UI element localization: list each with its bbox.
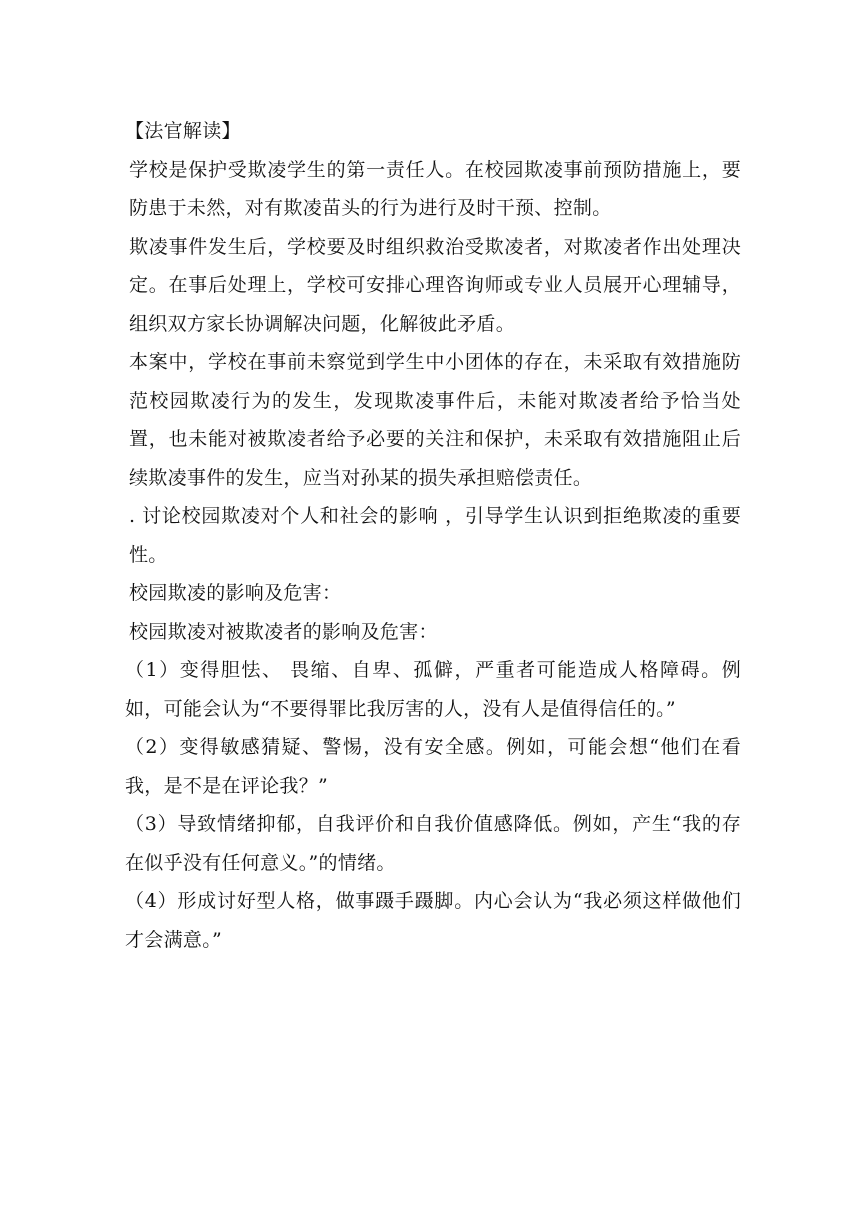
- paragraph-impact-title: 校园欺凌的影响及危害：: [129, 582, 342, 604]
- document-body: [125, 112, 741, 959]
- paragraph-case-analysis: 本案中，学校在事前未察觉到学生中小团体的存在，未采取有效措施防范校园欺凌行为的发生，发现欺凌事件后，未能对欺凌者给予恰当处置，也未能对被欺凌者给予必要的关注和保护，未采取有效措施阻止后续欺凌事件的发生，应当对孙某的损失承担赔偿责任。: [129, 351, 741, 489]
- list-item-2: （2）变得敏感猜疑、警惕，没有安全感。例如，可能会想“他们在看我，是不是在评论我？”: [125, 736, 741, 797]
- list-item-1: （1）变得胆怯、 畏缩、自卑、孤僻，严重者可能造成人格障碍。例如，可能会认为“不要得罪比我厉害的人，没有人是值得信任的。”: [125, 659, 741, 720]
- paragraph-responsibility: 学校是保护受欺凌学生的第一责任人。在校园欺凌事前预防措施上，要防患于未然，对有欺凌苗头的行为进行及时干预、控制。: [129, 158, 741, 219]
- section-heading: 【法官解读】: [125, 120, 241, 142]
- paragraph-discussion: . 讨论校园欺凌对个人和社会的影响 ，引导学生认识到拒绝欺凌的重要性。: [129, 505, 741, 566]
- paragraph-after-incident: 欺凌事件发生后，学校要及时组织救治受欺凌者，对欺凌者作出处理决定。在事后处理上，学校可安排心理咨询师或专业人员展开心理辅导，组织双方家长协调解决问题，化解彼此矛盾。: [129, 235, 741, 335]
- list-item-4: （4）形成讨好型人格，做事蹑手蹑脚。内心会认为“我必须这样做他们才会满意。”: [125, 890, 741, 951]
- paragraph-victim-impact-title: 校园欺凌对被欺凌者的影响及危害：: [129, 620, 438, 643]
- list-item-3: （3）导致情绪抑郁，自我评价和自我价值感降低。例如，产生“我的存在似乎没有任何意义。”的情绪。: [125, 813, 741, 874]
